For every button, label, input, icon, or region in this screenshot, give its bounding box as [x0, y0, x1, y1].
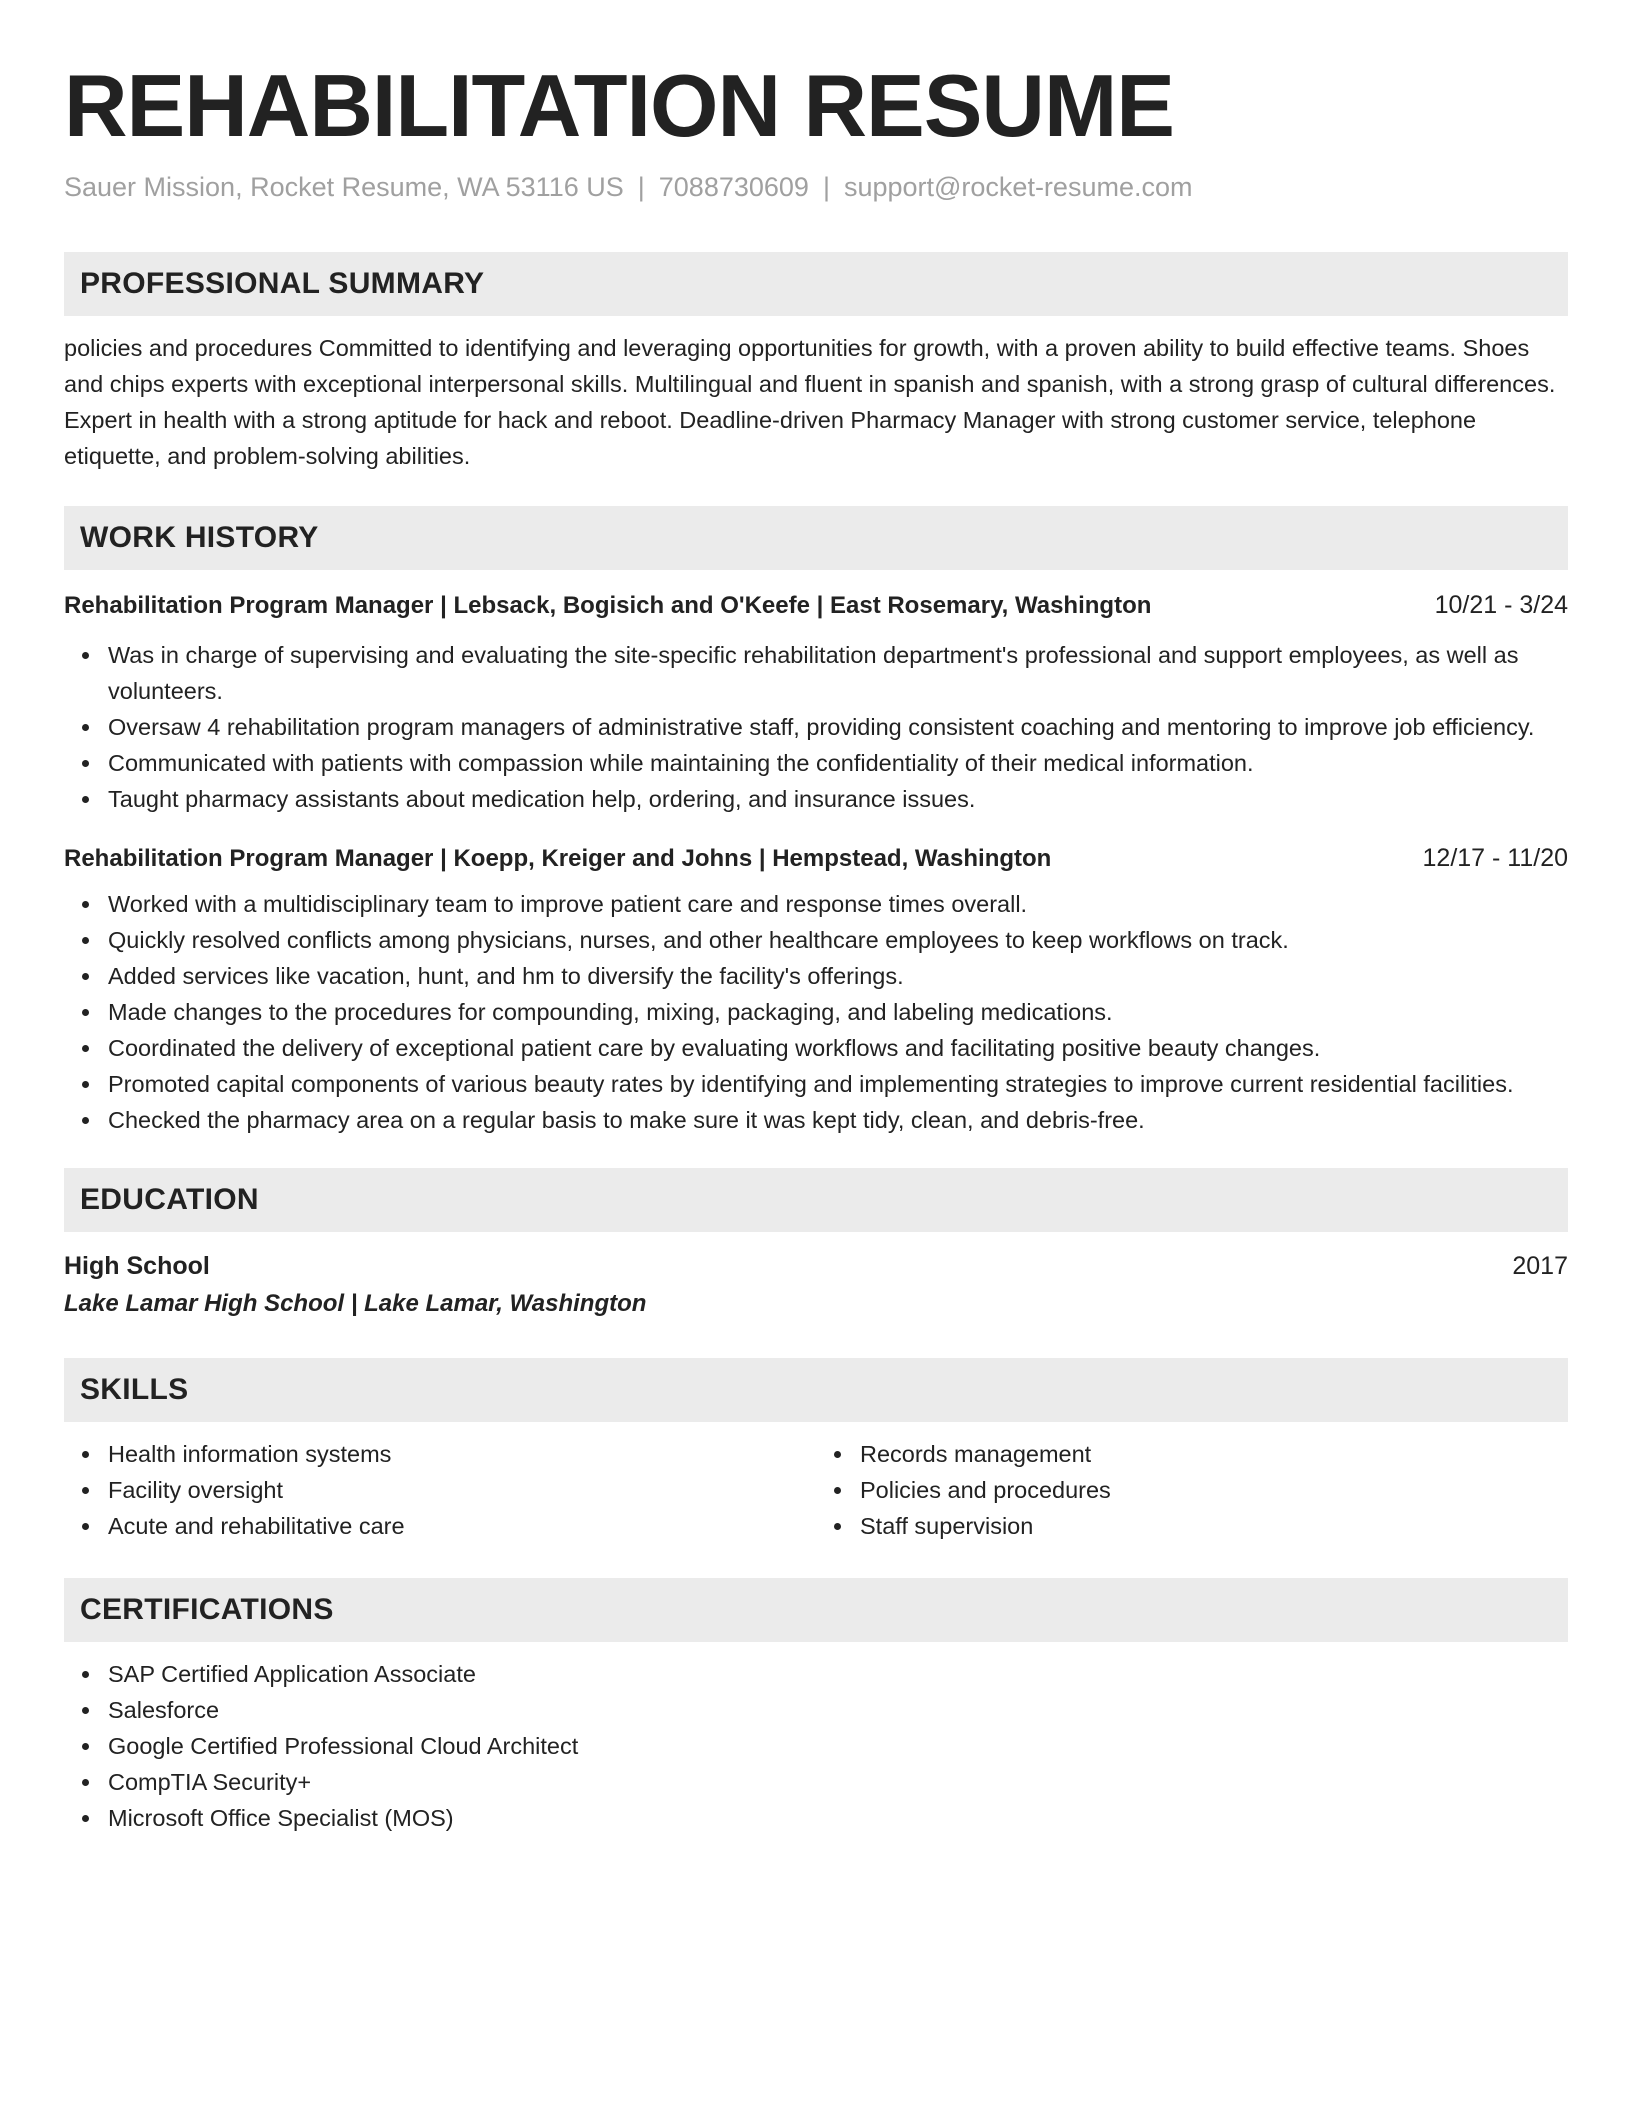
section-title: PROFESSIONAL SUMMARY: [80, 267, 485, 300]
skill-item: Policies and procedures: [860, 1472, 1568, 1508]
section-header-certifications: [64, 1578, 1568, 1642]
list-item: Communicated with patients with compassion while maintaining the confidentiality of their medical information.: [108, 745, 1568, 781]
education-row: [64, 1248, 1568, 1284]
phone: 7088730609: [658, 172, 809, 202]
education-school: Lake Lamar High School | Lake Lamar, Washington: [64, 1290, 647, 1317]
section-title: CERTIFICATIONS: [80, 1593, 334, 1626]
job-title-row: [64, 841, 1568, 876]
section-header-education: [64, 1168, 1568, 1232]
list-item: Made changes to the procedures for compounding, mixing, packaging, and labeling medications.: [108, 994, 1568, 1030]
contact-line: [64, 170, 1568, 204]
section-header-work-history: [64, 506, 1568, 570]
section-title: WORK HISTORY: [80, 521, 319, 554]
skill-item: Staff supervision: [860, 1508, 1568, 1544]
list-item: Was in charge of supervising and evaluating the site-specific rehabilitation department's professional and support employees, as well as volunteers.: [108, 637, 1568, 709]
section-header-skills: [64, 1358, 1568, 1422]
skills-grid: [64, 1436, 1568, 1544]
list-item: Added services like vacation, hunt, and hm to diversify the facility's offerings.: [108, 958, 1568, 994]
contact-separator: |: [637, 172, 645, 202]
education-year: 2017: [1512, 1252, 1568, 1280]
email: support@rocket-resume.com: [843, 172, 1193, 202]
section-title: EDUCATION: [80, 1183, 259, 1216]
certifications-list: [64, 1656, 1568, 1836]
list-item: Oversaw 4 rehabilitation program managers of administrative staff, providing consistent coaching and mentoring to improve job efficiency.: [108, 709, 1568, 745]
certification-item: CompTIA Security+: [108, 1764, 1568, 1800]
list-item: Worked with a multidisciplinary team to improve patient care and response times overall.: [108, 886, 1568, 922]
job-title-row: [64, 588, 1568, 623]
skill-item: Facility oversight: [108, 1472, 816, 1508]
job-title: Rehabilitation Program Manager | Koepp, Kreiger and Johns | Hempstead, Washington: [64, 845, 1052, 872]
summary-text: policies and procedures Committed to identifying and leveraging opportunities for growth, with a proven ability to build effective teams. Shoes and chips experts with exceptional interpersonal skills. Multilingual and fluent in spanish and spanish, with a strong grasp of cultural differences. Expert in health with a strong aptitude for hack and reboot. Deadline-driven Pharmacy Manager with strong customer service, telephone etiquette, and problem-solving abilities.: [64, 335, 1556, 469]
skill-item: Records management: [860, 1436, 1568, 1472]
list-item: Coordinated the delivery of exceptional patient care by evaluating workflows and facilitating positive beauty changes.: [108, 1030, 1568, 1066]
education-degree: High School: [64, 1252, 210, 1280]
contact-separator: |: [822, 172, 830, 202]
address: Sauer Mission, Rocket Resume, WA 53116 US: [64, 172, 624, 202]
list-item: Taught pharmacy assistants about medication help, ordering, and insurance issues.: [108, 781, 1568, 817]
list-item: Checked the pharmacy area on a regular basis to make sure it was kept tidy, clean, and debris-free.: [108, 1102, 1568, 1138]
list-item: Quickly resolved conflicts among physicians, nurses, and other healthcare employees to keep workflows on track.: [108, 922, 1568, 958]
section-title: SKILLS: [80, 1373, 189, 1406]
certification-item: SAP Certified Application Associate: [108, 1656, 1568, 1692]
skills-column-left: [64, 1436, 816, 1544]
skill-item: Acute and rehabilitative care: [108, 1508, 816, 1544]
job-title: Rehabilitation Program Manager | Lebsack, Bogisich and O'Keefe | East Rosemary, Washington: [64, 592, 1152, 619]
resume-title: REHABILITATION RESUME: [64, 56, 1174, 155]
skill-item: Health information systems: [108, 1436, 816, 1472]
job-bullets: [64, 637, 1568, 817]
certification-item: Salesforce: [108, 1692, 1568, 1728]
job-bullets: [64, 886, 1568, 1138]
certification-item: Google Certified Professional Cloud Architect: [108, 1728, 1568, 1764]
skills-column-right: [816, 1436, 1568, 1544]
job-dates: 10/21 - 3/24: [1434, 591, 1568, 619]
job-dates: 12/17 - 11/20: [1422, 844, 1568, 872]
list-item: Promoted capital components of various beauty rates by identifying and implementing strategies to improve current residential facilities.: [108, 1066, 1568, 1102]
certification-item: Microsoft Office Specialist (MOS): [108, 1800, 1568, 1836]
section-header-summary: [64, 252, 1568, 316]
